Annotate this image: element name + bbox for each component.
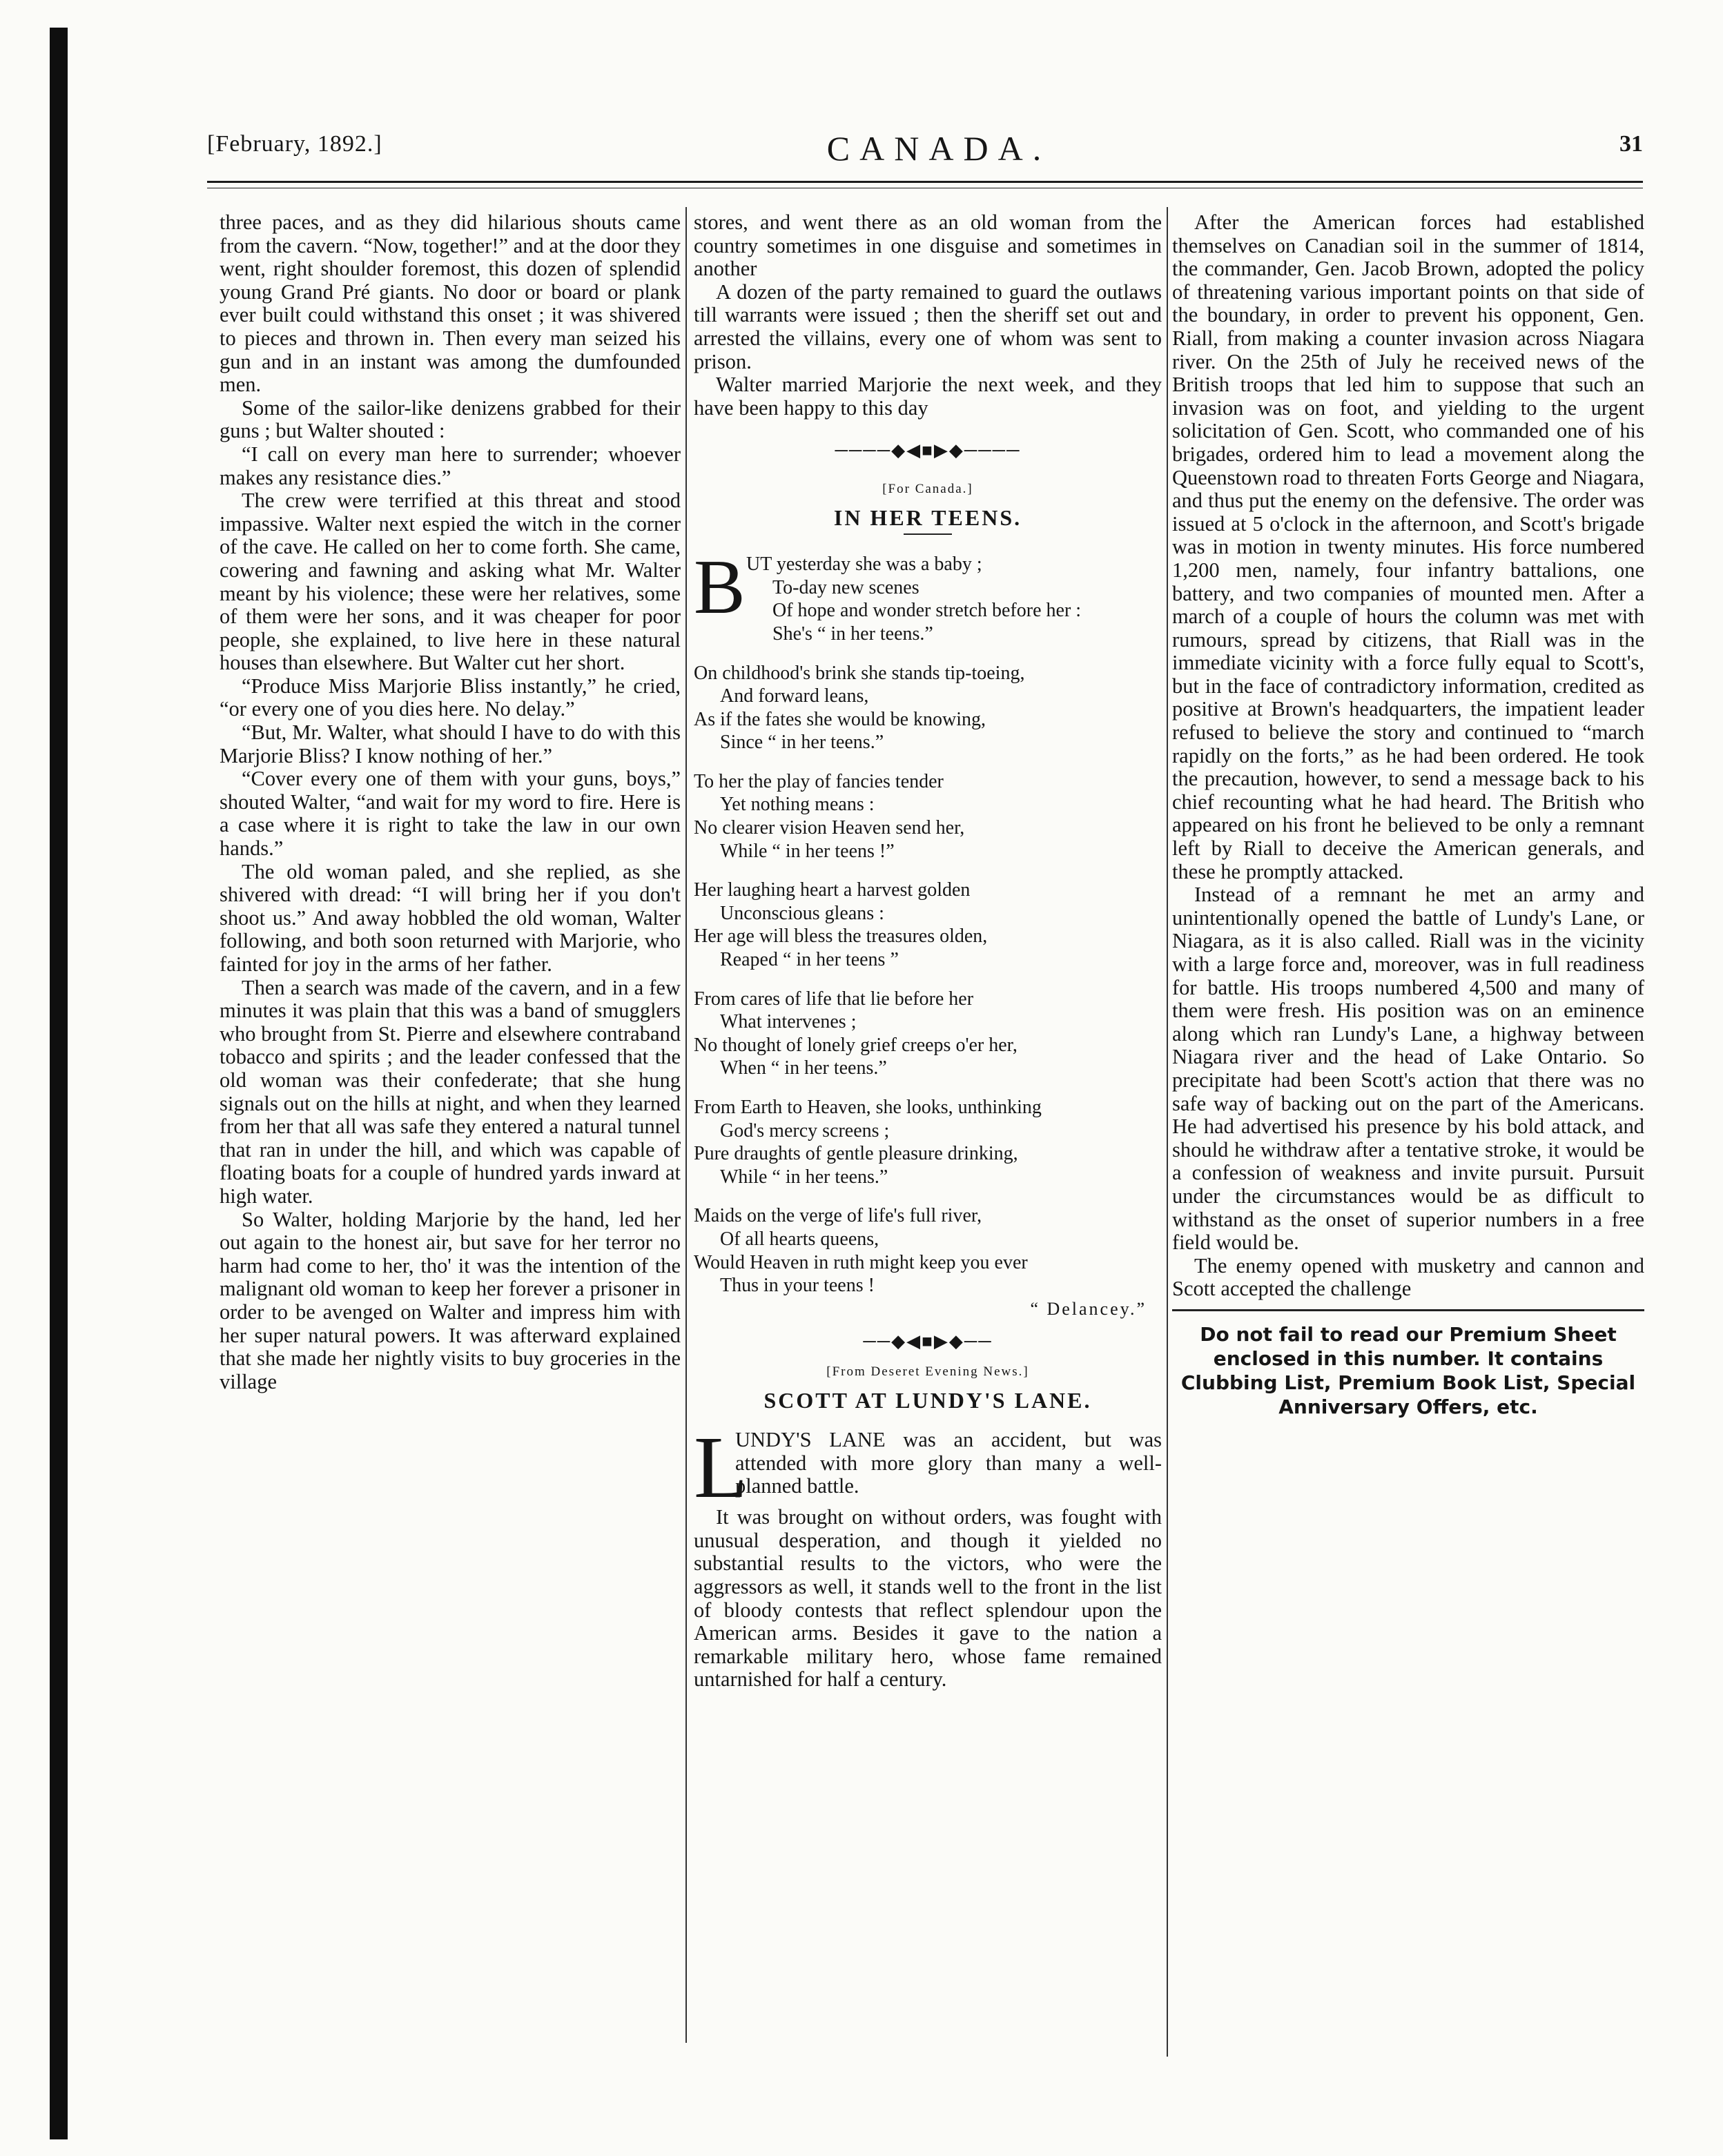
poem-line: On childhood's brink she stands tip-toeing, [694,662,1025,684]
story-paragraph: A dozen of the party remained to guard the outlaws till warrants were issued ; then the sheriff set out and arrested the villains, every one of whom was sent to prison. [694,280,1162,373]
poem-line: While “ in her teens.” [720,1166,888,1188]
poem-line: And forward leans, [720,685,869,707]
drop-cap: L [694,1418,748,1517]
story-paragraph: Some of the sailor-like denizens grabbed for their guns ; but Walter shouted : [220,395,681,443]
story-paragraph: three paces, and as they did hilarious shouts came from the cavern. “Now, together!” and at the door they went, right shoulder foremost, this dozen of splendid young Grand Pré giants. No door or board or plank ever built could withstand this onset ; it was shivered to pieces and thrown in. Then every man seized his gun and in an instant was among the dumfounded men. [220,210,681,397]
story-paragraph: So Walter, holding Marjorie by the hand, led her out again to the honest air, but save for her terror no harm had come to her, tho' it was the intention of the malignant old woman to keep her forever a prisoner in order to be avenged on Walter and impress him with her super natural powers. It was afterward explained that she made her nightly visits to buy groceries in the village [220,1207,681,1393]
header-rule-thick [207,181,1643,183]
poem-stanza [694,1204,1162,1297]
column-3 [1172,211,1644,1419]
story-paragraph: Then a search was made of the cavern, and in a few minutes it was plain that this was a band of smugglers who brought from St. Pierre and elsewhere contraband tobacco and spirits ; and the leader confessed that the old woman was their confederate; that she hung signals out on the hills at night, and when they learned from her that all was safe they entered a natural tunnel that ran in under the hill, and which was capable of floating boats for a couple of hundred yards inward at high water. [220,975,681,1208]
issue-date: [February, 1892.] [207,131,382,157]
article-paragraph: Instead of a remnant he met an army and unintentionally opened the battle of Lundy's Lane, or Niagara, as it is also called. Riall was in the vicinity with a large force and, moreover, was in full readiness for battle. His troops numbered 4,500 and many of them were fresh. His position was on an eminence along which ran Lundy's Lane, a highway between Niagara river and the head of Lake Ontario. So precipitate had been Scott's action that there was no safe way of backing out on the part of the Americans. He had advertised his presence by his bold attack, and should he withdraw after a tentative stroke, it would be a confession of weakness and invite pursuit. Pursuit under the circumstances would be as difficult to withstand as the onset of superior numbers in a free field would be. [1172,883,1644,1255]
poem-line: While “ in her teens !” [720,840,895,862]
poem-line: Of all hearts queens, [720,1228,879,1250]
section-ornament: ──◆◀■▶◆── [863,1331,993,1352]
story-paragraph: The old woman paled, and she replied, as she shivered with dread: “I will bring her if you don't shoot us.” And away hobbled the old woman, Walter following, and both soon returned with Marjorie, who fainted for joy in the arms of her father. [220,859,681,976]
masthead-title: CANADA. [826,129,1051,168]
poem-line: No clearer vision Heaven send her, [694,817,965,839]
poem-line: She's “ in her teens.” [772,623,933,645]
scan-binding-edge [50,28,68,2139]
column-divider-2 [1167,207,1168,2057]
article-paragraph: After the American forces had established themselves on Canadian soil in the summer of 1814, the commander, Gen. Jacob Brown, adopted the policy of threatening various important points on that side of the boundary, in order to prevent his opponent, Gen. Riall, from making a counter invasion across Niagara river. On the 25th of July he received news of the British troops that led him to suppose that such an invasion was on foot, and yielding to the urgent solicitation of Gen. Scott, who commanded one of his brigades, ordered him to lead a movement along the Queenstown road to threaten Forts George and Niagara, and thus put the enemy on the defensive. The order was issued at 5 o'clock in the afternoon, and Scott's brigade was in motion in twenty minutes. His force numbered 1,200 men, namely, four infantry battalions, one battery, and two companies of mounted men. After a march of a couple of hours the column was met with rumours, spread by citizens, that Riall was in the immediate vicinity with a force fully equal to Scott's, but in the face of contradictory information, credited as positive at Brown's headquarters, the impatient leader refused to believe the story and continued to “march rapidly on the forts,” as he had been ordered. He took the precaution, however, to send a message back to his chief recounting what he had heard. The British who appeared on his front he believed to be only a remnant left by Riall to deceive the American generals, and these he promptly attacked. [1172,210,1644,883]
poem-line: As if the fates she would be knowing, [694,708,986,730]
page-number: 31 [1619,131,1643,157]
article-paragraph: It was brought on without orders, was fought with unusual desperation, and though it yielded no substantial results to the victors, who were the aggressors as well, it stands well to the front in the list of bloody contests that reflect splendour upon the American arms. Besides it gave to the nation a remarkable military hero, whose fame remained untarnished for half a century. [694,1505,1162,1692]
article-lead [694,1418,1162,1517]
poem-stanza [694,879,1162,971]
article-title: SCOTT AT LUNDY'S LANE. [763,1387,1092,1413]
poem-line: What intervenes ; [720,1011,857,1033]
poem-line: Thus in your teens ! [720,1275,875,1297]
poem-line: No thought of lonely grief creeps o'er her, [694,1034,1018,1056]
poem-line: God's mercy screens ; [720,1119,890,1141]
article-lead-text: UNDY'S LANE was an accident, but was attended with more glory than many a well-planned battle. [735,1428,1162,1498]
poem-line: To-day new scenes [772,576,919,598]
section-ornament: ────◆◀■▶◆──── [835,440,1021,461]
poem-line: UT yesterday she was a baby ; [746,553,982,576]
premium-notice: Do not fail to read our Premium Sheet enclosed in this number. It contains Clubbing List, Premium Book List, Special Anniversary Offers, etc. [1180,1322,1636,1418]
story-paragraph: Walter married Marjorie the next week, and they have been happy to this day [694,373,1162,420]
poem-line: From Earth to Heaven, she looks, unthinking [694,1097,1042,1118]
poem-line: Reaped “ in her teens ” [720,949,899,971]
column-1 [220,211,681,1393]
drop-cap: B [694,545,746,631]
story-paragraph: “Cover every one of them with your guns, boys,” shouted Walter, “and wait for my word to fire. Here is a case where it is right to take the law in our own hands.” [220,767,681,861]
poem-line: Pure draughts of gentle pleasure drinking, [694,1143,1018,1165]
poem-stanza [694,1096,1162,1188]
poem-signature: “ Delancey.” [1030,1298,1147,1319]
poem-line: Yet nothing means : [720,794,875,816]
article-source: [From Deseret Evening News.] [826,1364,1029,1379]
poem-stanza [694,545,1162,645]
poem-line: Maids on the verge of life's full river, [694,1205,982,1227]
poem-stanza [694,988,1162,1080]
column-2 [694,211,1162,1692]
poem-line: Her laughing heart a harvest golden [694,879,971,901]
poem-line: Unconscious gleans : [720,902,884,924]
title-rule [904,533,952,535]
poem-line: Of hope and wonder stretch before her : [772,600,1082,622]
article-paragraph: The enemy opened with musketry and cannon and Scott accepted the challenge [1172,1253,1644,1301]
poem-source: [For Canada.] [882,481,973,496]
poem-title: IN HER TEENS. [833,504,1022,530]
story-paragraph: “I call on every man here to surrender; whoever makes any resistance dies.” [220,442,681,489]
poem-stanza [694,662,1162,754]
notice-rule [1172,1309,1644,1311]
story-paragraph: “But, Mr. Walter, what should I have to do with this Marjorie Bliss? I know nothing of her.” [220,721,681,767]
poem-line: Would Heaven in ruth might keep you ever [694,1251,1028,1273]
poem-line: Her age will bless the treasures olden, [694,925,988,948]
poem-line: From cares of life that lie before her [694,988,974,1010]
story-paragraph: stores, and went there as an old woman from the country sometimes in one disguise and sometimes in another [694,210,1162,281]
poem-line: Since “ in her teens.” [720,732,884,754]
poem [694,545,1162,1320]
story-paragraph: “Produce Miss Marjorie Bliss instantly,” he cried, “or every one of you dies here. No delay.” [220,674,681,721]
page-header [207,131,1643,179]
story-paragraph: The crew were terrified at this threat and stood impassive. Walter next espied the witch in the corner of the cave. He called on her to come forth. She came, cowering and fawning and asking what Mr. Walter meant by his violence; these were her relatives, some of them were her sons, and it was cheaper for poor people, she explained, to live here in these natural houses than elsewhere. But Walter cut her short. [220,489,681,675]
poem-stanza [694,770,1162,863]
column-divider-1 [685,207,687,2043]
poem-line: When “ in her teens.” [720,1057,887,1079]
poem-line: To her the play of fancies tender [694,770,944,792]
